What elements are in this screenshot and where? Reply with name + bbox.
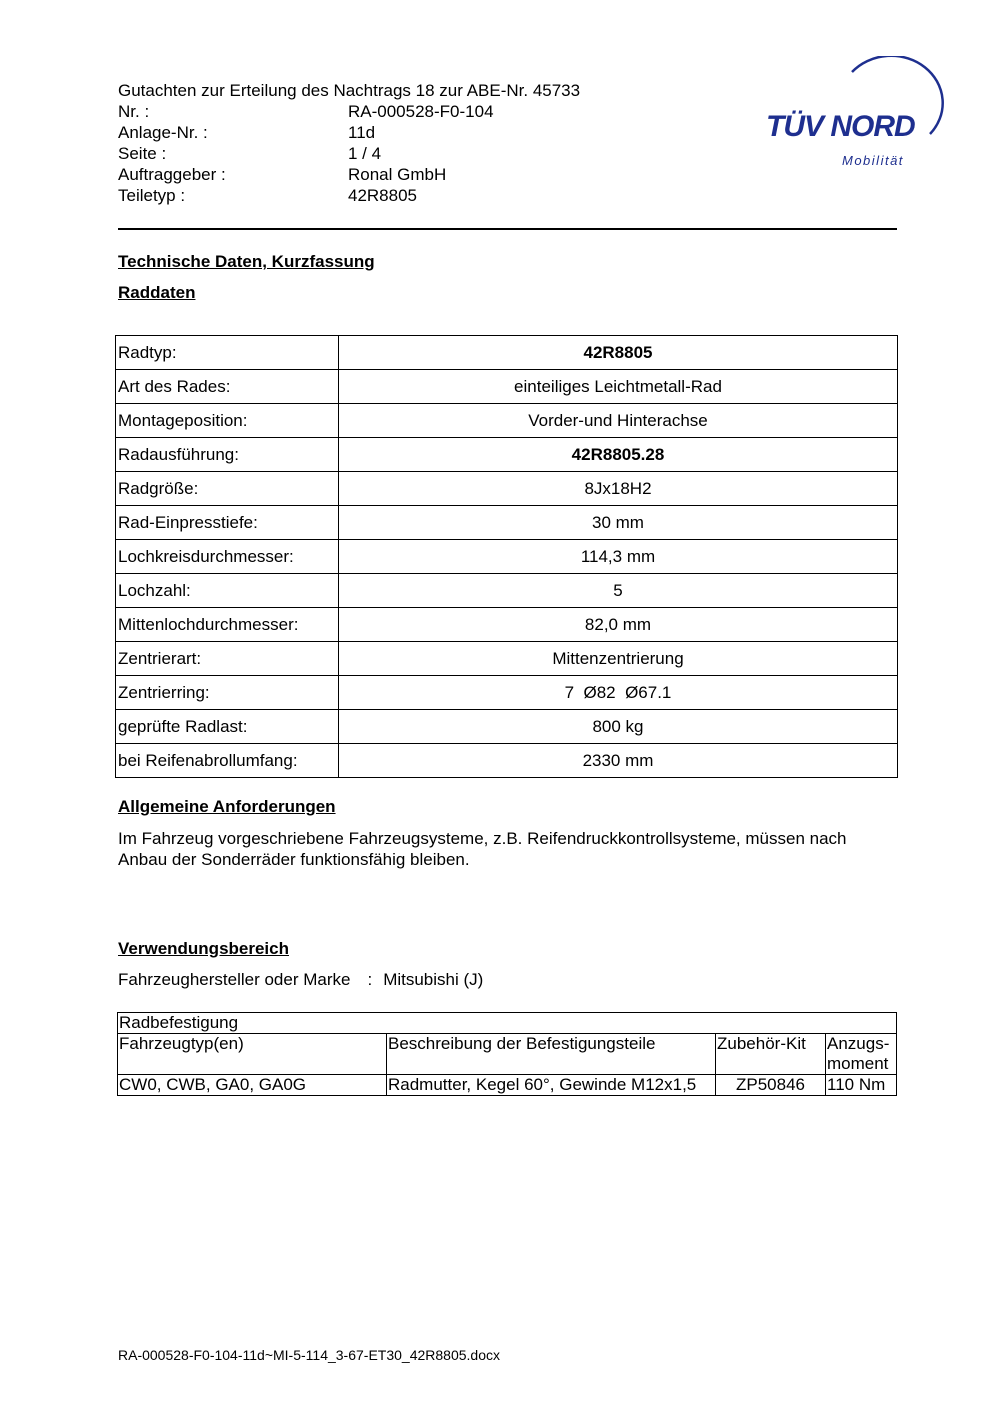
header-row-client: [118, 164, 580, 185]
header-torque-line1: Anzugs-: [827, 1034, 890, 1053]
row-value: 42R8805.28: [339, 438, 898, 472]
table-row: [116, 472, 898, 506]
header-value: 11d: [348, 123, 376, 142]
table-caption-row: [118, 1013, 897, 1034]
report-header: [118, 80, 580, 206]
row-label: Zentrierring:: [116, 676, 339, 710]
row-value: 42R8805: [339, 336, 898, 370]
footer-filename: RA-000528-F0-104-11d~MI-5-114_3-67-ET30_42R8805.docx: [118, 1347, 500, 1363]
row-label: Montageposition:: [116, 404, 339, 438]
tuev-nord-logo: [760, 56, 950, 176]
requirements-text: Im Fahrzeug vorgeschriebene Fahrzeugsysteme, z.B. Reifendruckkontrollsysteme, müssen nach Anbau der Sonderräder funktionsfähig bleiben.: [118, 829, 847, 869]
row-label: Radausführung:: [116, 438, 339, 472]
header-value: 42R8805: [348, 186, 418, 205]
header-divider: [118, 228, 897, 230]
table-row: [116, 404, 898, 438]
manufacturer-line: [118, 970, 483, 990]
table-row: [116, 336, 898, 370]
manufacturer-separator: :: [367, 970, 373, 989]
section-title-technical-data: Technische Daten, Kurzfassung: [118, 252, 375, 271]
row-value: 2330 mm: [339, 744, 898, 778]
row-label: geprüfte Radlast:: [116, 710, 339, 744]
logo-brand-text: TÜV NORD: [766, 110, 915, 143]
row-label: Radgröße:: [116, 472, 339, 506]
table-row: [116, 608, 898, 642]
row-label: Lochkreisdurchmesser:: [116, 540, 339, 574]
report-title: Gutachten zur Erteilung des Nachtrags 18 zur ABE-Nr. 45733: [118, 81, 581, 100]
header-label: Seite :: [118, 144, 167, 163]
cell-kit: ZP50846: [716, 1075, 826, 1096]
header-row-number: [118, 101, 580, 122]
section-subtitle-wheel-data: Raddaten: [118, 283, 196, 302]
row-value: 7 Ø82 Ø67.1: [339, 676, 898, 710]
section-title-usage: Verwendungsbereich: [118, 939, 289, 958]
logo-sub-text: Mobilität: [842, 153, 904, 168]
header-row-parttype: [118, 185, 580, 206]
table-row: [116, 676, 898, 710]
row-value: Mittenzentrierung: [339, 642, 898, 676]
table-row: [116, 744, 898, 778]
row-label: bei Reifenabrollumfang:: [116, 744, 339, 778]
wheel-data-table: [115, 335, 898, 778]
header-label: Anlage-Nr. :: [118, 123, 208, 142]
header-label: Auftraggeber :: [118, 165, 226, 184]
wheel-fixing-table: [117, 1012, 897, 1096]
row-label: Mittenlochdurchmesser:: [116, 608, 339, 642]
table-row: [116, 710, 898, 744]
header-label: Teiletyp :: [118, 186, 186, 205]
section-title-requirements: Allgemeine Anforderungen: [118, 797, 336, 816]
row-value: 82,0 mm: [339, 608, 898, 642]
row-label: Art des Rades:: [116, 370, 339, 404]
row-value: einteiliges Leichtmetall-Rad: [339, 370, 898, 404]
row-value: 800 kg: [339, 710, 898, 744]
row-value: 114,3 mm: [339, 540, 898, 574]
row-value: Vorder-und Hinterachse: [339, 404, 898, 438]
cell-torque: 110 Nm: [826, 1075, 897, 1096]
table-header-row: [118, 1034, 897, 1075]
header-label: Nr. :: [118, 102, 150, 121]
table-row: [116, 574, 898, 608]
manufacturer-value: Mitsubishi (J): [383, 970, 484, 989]
cell-description: Radmutter, Kegel 60°, Gewinde M12x1,5: [387, 1075, 716, 1096]
row-label: Zentrierart:: [116, 642, 339, 676]
table-row: [118, 1075, 897, 1096]
row-value: 8Jx18H2: [339, 472, 898, 506]
row-label: Lochzahl:: [116, 574, 339, 608]
row-label: Rad-Einpresstiefe:: [116, 506, 339, 540]
table-row: [116, 438, 898, 472]
row-value: 5: [339, 574, 898, 608]
table-row: [116, 540, 898, 574]
row-label: Radtyp:: [116, 336, 339, 370]
column-header: Fahrzeugtyp(en): [118, 1034, 387, 1075]
column-header: Beschreibung der Befestigungsteile: [387, 1034, 716, 1075]
header-value: 1 / 4: [348, 144, 382, 163]
table-row: [116, 506, 898, 540]
table-row: [116, 370, 898, 404]
header-value: RA-000528-F0-104: [348, 102, 494, 121]
header-torque-line2: moment: [827, 1054, 889, 1073]
table-caption: Radbefestigung: [118, 1013, 897, 1034]
row-value: 30 mm: [339, 506, 898, 540]
column-header: [826, 1034, 897, 1075]
column-header: Zubehör-Kit: [716, 1034, 826, 1075]
header-row-page: [118, 143, 580, 164]
header-value: Ronal GmbH: [348, 165, 447, 184]
table-row: [116, 642, 898, 676]
header-row-annex: [118, 122, 580, 143]
manufacturer-label: Fahrzeughersteller oder Marke: [118, 970, 351, 989]
cell-vehicle-types: CW0, CWB, GA0, GA0G: [118, 1075, 387, 1096]
